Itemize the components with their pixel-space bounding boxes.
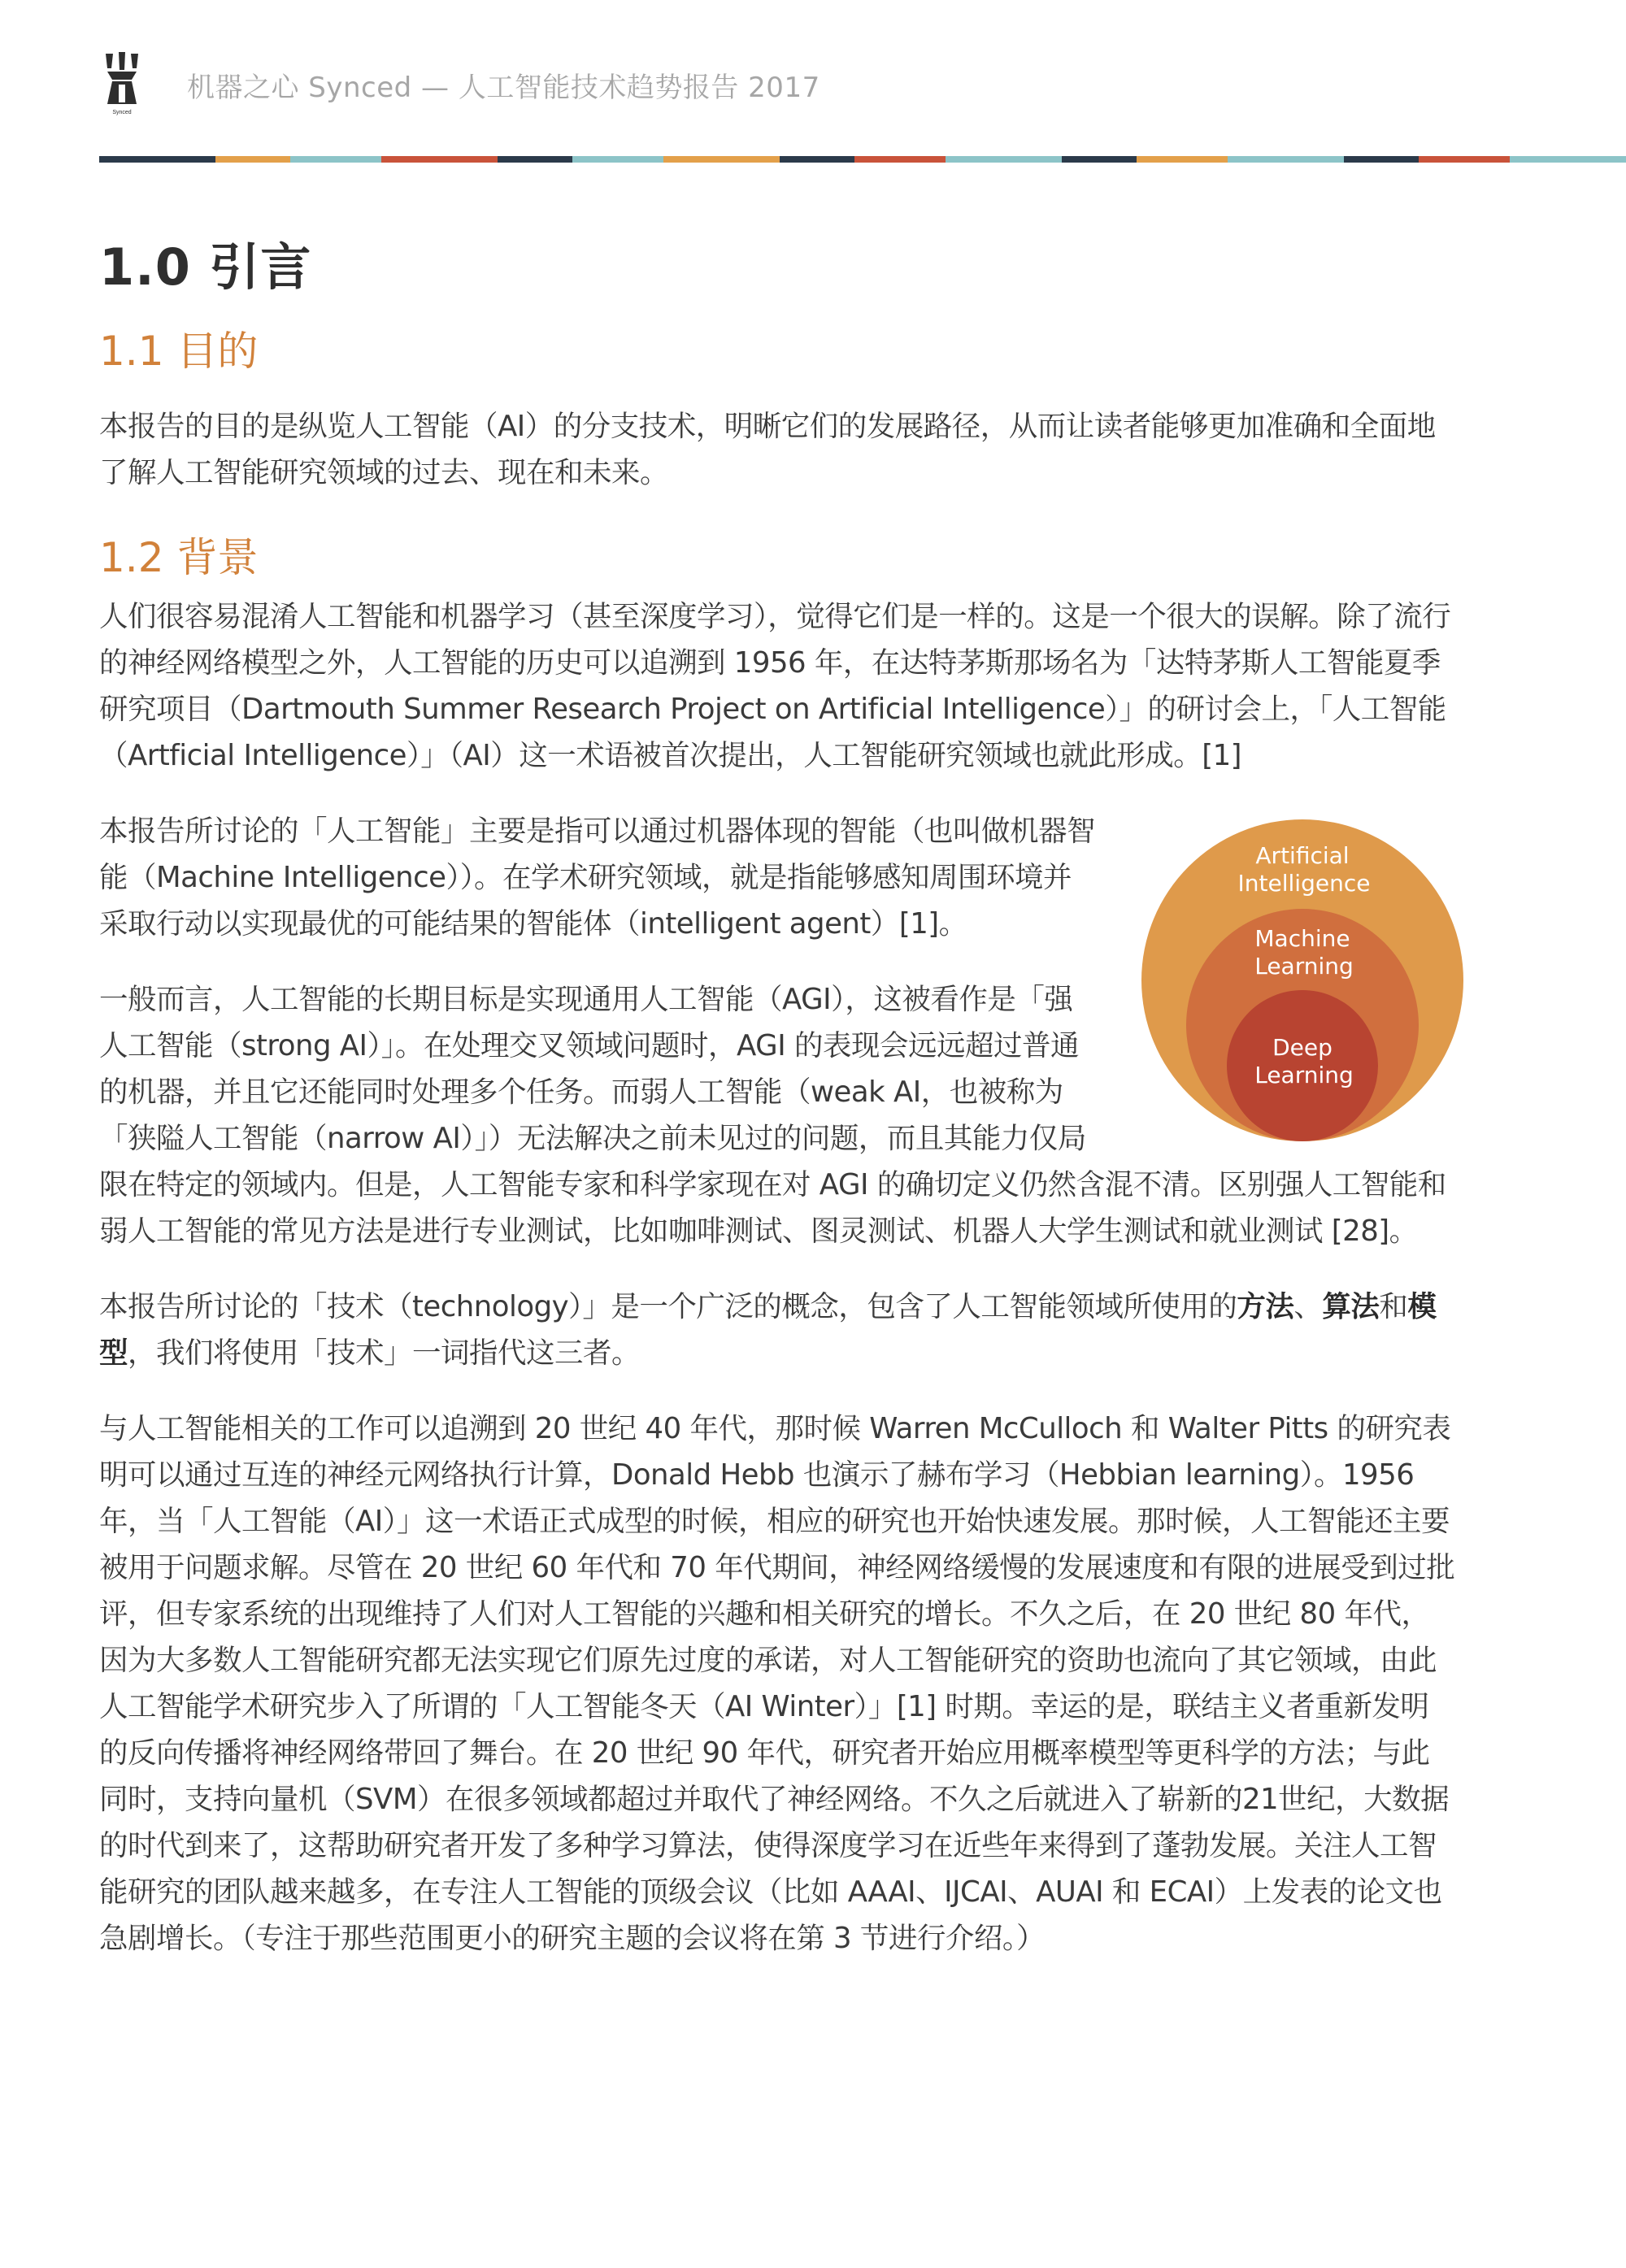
background-paragraph-2: 本报告所讨论的「人工智能」主要是指可以通过机器体现的智能（也叫做机器智能（Machine Intelligence））。在学术研究领域，就是指能够感知周围环境并采取行动以实现最优的可能结果的智能体（intelligent agent）[1]。 [99, 815, 1096, 941]
text-span: 、 [1293, 1290, 1323, 1323]
label-learning-dl: Learning [1254, 1062, 1354, 1088]
label-learning-ml: Learning [1254, 953, 1354, 980]
main-content [99, 228, 1457, 1991]
label-intelligence: Intelligence [1237, 870, 1371, 897]
bold-term-models: 模型 [99, 1290, 1437, 1370]
report-title: 机器之心 Synced — 人工智能技术趋势报告 2017 [187, 71, 820, 104]
text-span: 和 [1379, 1290, 1408, 1323]
stripe-segment [1419, 156, 1510, 163]
page-header [99, 52, 820, 117]
stripe-segment [1062, 156, 1137, 163]
logo-caption: Synced [112, 110, 132, 115]
stripe-segment [1344, 156, 1419, 163]
background-paragraph-5: 与人工智能相关的工作可以追溯到 20 世纪 40 年代，那时候 Warren McCulloch 和 Walter Pitts 的研究表明可以通过互连的神经元网络执行计算，Donald Hebb 也演示了赫布学习（Hebbian learning）。1956 年，当「人工智能（AI）」这一术语正式成型的时候，相应的研究也开始快速发展。那时候，人工智能还主要被用于问题求解。尽管在 20 世纪 60 年代和 70 年代期间，神经网络缓慢的发展速度和有限的进展受到过批评，但专家系统的出现维持了人们对人工智能的兴趣和相关研究的增长。不久之后，在 20 世纪 80 年代，因为大多数人工智能研究都无法实现它们原先过度的承诺，对人工智能研究的资助也流向了其它领域，由此人工智能学术研究步入了所谓的「人工智能冬天（AI Winter）」[1] 时期。幸运的是，联结主义者重新发明的反向传播将神经网络带回了舞台。在 20 世纪 90 年代，研究者开始应用概率模型等更科学的方法；与此同时，支持向量机（SVM）在很多领域都超过并取代了神经网络。不久之后就进入了崭新的21世纪，大数据的时代到来了，这帮助研究者开发了多种学习算法，使得深度学习在近些年来得到了蓬勃发展。关注人工智能研究的团队越来越多，在专注人工智能的顶级会议（比如 AAAI、IJCAI、AUAI 和 ECAI）上发表的论文也急剧增长。（专注于那些范围更小的研究主题的会议将在第 3 节进行介绍。） [99, 1412, 1455, 1955]
stripe-segment [290, 156, 381, 163]
subsection-heading-purpose: 1.1 目的 [99, 328, 259, 375]
stripe-segment [99, 156, 215, 163]
bold-term-algorithms: 算法 [1322, 1290, 1380, 1323]
stripe-segment [1228, 156, 1344, 163]
stripe-segment [1510, 156, 1626, 163]
stripe-segment [572, 156, 663, 163]
stripe-segment [498, 156, 572, 163]
subsection-heading-background: 1.2 背景 [99, 534, 259, 581]
stripe-segment [215, 156, 290, 163]
background-paragraph-4 [99, 1284, 1457, 1376]
text-span: 本报告所讨论的「技术（technology）」是一个广泛的概念，包含了人工智能领域所使用的 [99, 1290, 1237, 1323]
stripe-segment [381, 156, 498, 163]
ai-ml-dl-diagram [1130, 818, 1475, 1143]
label-machine: Machine [1254, 925, 1350, 952]
stripe-segment [663, 156, 780, 163]
synced-logo-icon [99, 52, 145, 117]
label-deep: Deep [1272, 1034, 1333, 1061]
bold-term-methods: 方法 [1237, 1290, 1294, 1323]
stripe-segment [854, 156, 946, 163]
text-span: ，我们将使用「技术」一词指代这三者。 [128, 1336, 641, 1370]
purpose-paragraph: 本报告的目的是纵览人工智能（AI）的分支技术，明晰它们的发展路径，从而让读者能够更加准确和全面地了解人工智能研究领域的过去、现在和未来。 [99, 410, 1436, 489]
stripe-segment [1137, 156, 1228, 163]
section-heading-introduction: 1.0 引言 [99, 237, 312, 297]
background-paragraph-3: 一般而言，人工智能的长期目标是实现通用人工智能（AGI），这被看作是「强人工智能（strong AI）」。在处理交叉领域问题时，AGI 的表现会远远超过普通的机器，并且它还能同时处理多个任务。而弱人工智能（weak AI，也被称为「狭隘人工智能（narrow AI）」）无法解决之前未见过的问题，而且其能力仅局限在特定的领域内。但是，人工智能专家和科学家现在对 AGI 的确切定义仍然含混不清。区别强人工智能和弱人工智能的常见方法是进行专业测试，比如咖啡测试、图灵测试、机器人大学生测试和就业测试 [28]。 [99, 983, 1446, 1248]
background-paragraph-1: 人们很容易混淆人工智能和机器学习（甚至深度学习），觉得它们是一样的。这是一个很大的误解。除了流行的神经网络模型之外，人工智能的历史可以追溯到 1956 年，在达特茅斯那场名为「达特茅斯人工智能夏季研究项目（Dartmouth Summer Research Project on Artificial Intelligence）」的研讨会上，「人工智能（Artficial Intelligence）」（AI）这一术语被首次提出，人工智能研究领域也就此形成。[1] [99, 600, 1451, 772]
decorative-stripe [99, 156, 1626, 163]
stripe-segment [946, 156, 1062, 163]
label-artificial: Artificial [1255, 842, 1350, 869]
stripe-segment [780, 156, 854, 163]
